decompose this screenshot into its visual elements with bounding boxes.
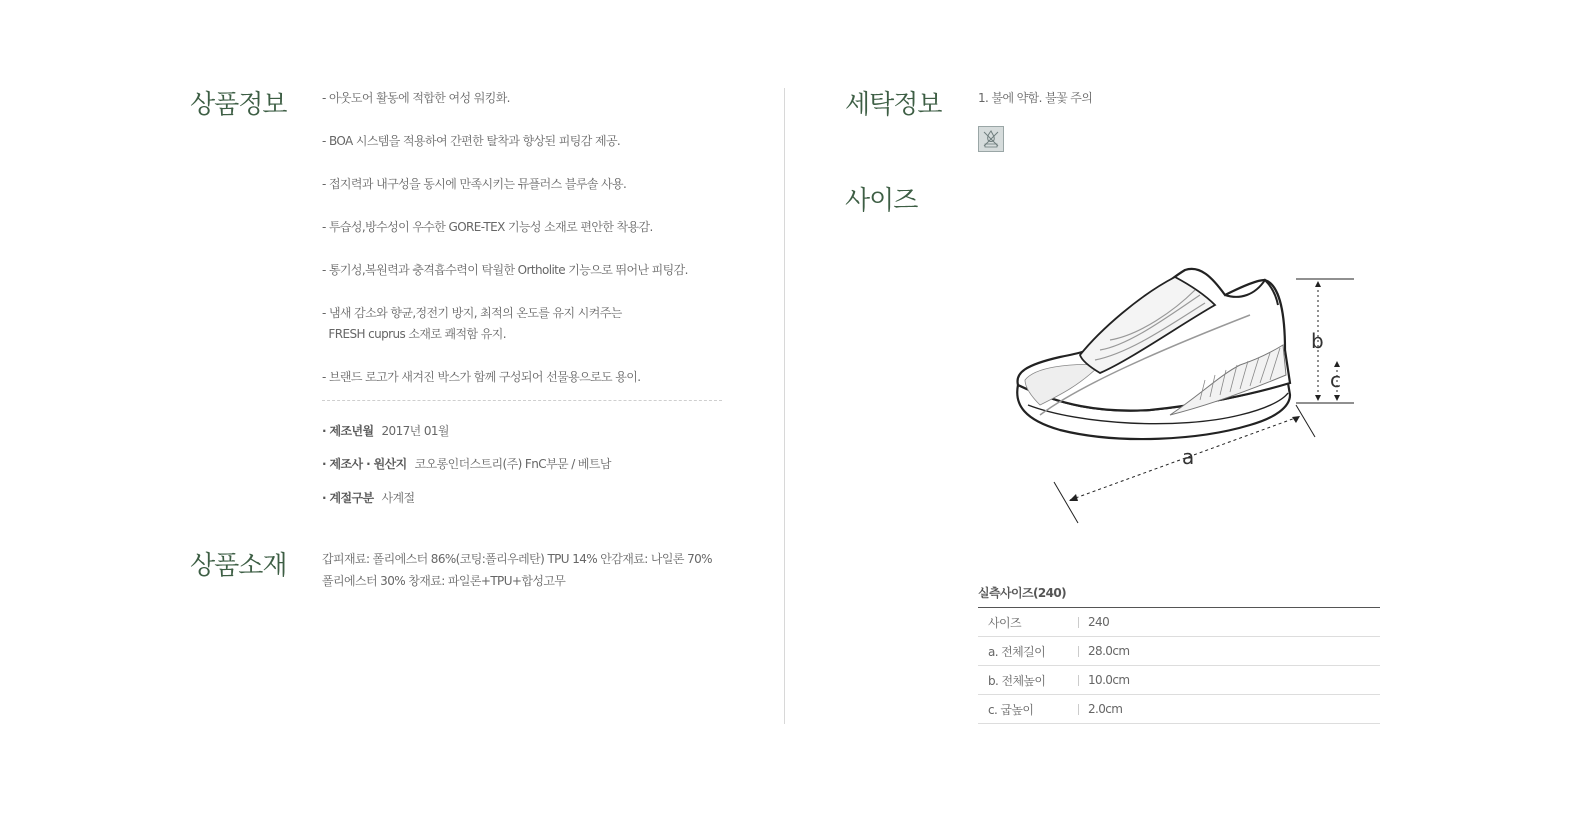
table-row [978,666,1380,695]
size-table [978,607,1380,724]
meta-key: · 제조사 · 원산지 [322,457,407,471]
product-feature-line: - 투습성,방수성이 우수한 GORE-TEX 기능성 소재로 편안한 착용감. [322,220,653,234]
size-row-label: c. 굽높이 [978,695,1078,724]
manufacture-date-row [322,422,449,439]
product-feature-line: FRESH cuprus 소재로 쾌적함 유지. [322,327,506,341]
size-row-label: b. 전체높이 [978,666,1078,695]
wash-info-title: 세탁정보 [845,90,942,120]
product-feature-line: - 통기성,복원력과 충격흡수력이 탁월한 Ortholite 기능으로 뛰어난 피팅감. [322,263,688,277]
size-title: 사이즈 [845,186,918,216]
dimension-a-label: a [1182,445,1195,469]
meta-key: · 계절구분 [322,491,374,505]
size-row-value: 240 [1078,608,1380,637]
column-divider [784,88,785,724]
size-row-value: 10.0cm [1078,666,1380,695]
size-row-label: 사이즈 [978,608,1078,637]
dimension-b-label: b [1311,329,1324,353]
size-row-label: a. 전체길이 [978,637,1078,666]
product-feature-line: - BOA 시스템을 적용하여 간편한 탈착과 향상된 피팅감 제공. [322,134,621,148]
product-feature-line: - 접지력과 내구성을 동시에 만족시키는 뮤플러스 블루솔 사용. [322,177,627,191]
product-feature-line: - 브랜드 로고가 새겨진 박스가 함께 구성되어 선물용으로도 용이. [322,370,641,384]
wash-caution-text: 1. 불에 약함. 불꽃 주의 [978,91,1093,105]
size-row-value: 2.0cm [1078,695,1380,724]
size-table-caption: 실측사이즈(240) [978,586,1066,600]
table-row [978,608,1380,637]
meta-value: 2017년 01월 [381,424,449,438]
material-text: 갑피재료: 폴리에스터 86%(코팅:폴리우레탄) TPU 14% 안감재료: 나일론 70% 폴리에스터 30% 창재료: 파일론+TPU+합성고무 [322,552,712,588]
meta-value: 사계절 [381,491,415,505]
manufacturer-origin-row [322,455,611,472]
product-feature-line: - 냄새 감소와 향균,정전기 방지, 최적의 온도를 유지 시켜주는 [322,306,622,320]
size-row-value: 28.0cm [1078,637,1380,666]
product-info-title: 상품정보 [190,90,287,120]
product-feature-line: - 아웃도어 활동에 적합한 여성 워킹화. [322,91,510,105]
table-row [978,637,1380,666]
season-row [322,489,415,506]
shoe-size-diagram [1000,255,1380,530]
material-title: 상품소재 [190,551,287,581]
dotted-divider [322,400,722,401]
meta-key: · 제조년월 [322,424,374,438]
dimension-c-label: c [1330,368,1341,392]
fire-caution-icon [978,126,1004,152]
table-row [978,695,1380,724]
meta-value: 코오롱인더스트리(주) FnC부문 / 베트남 [414,457,611,471]
